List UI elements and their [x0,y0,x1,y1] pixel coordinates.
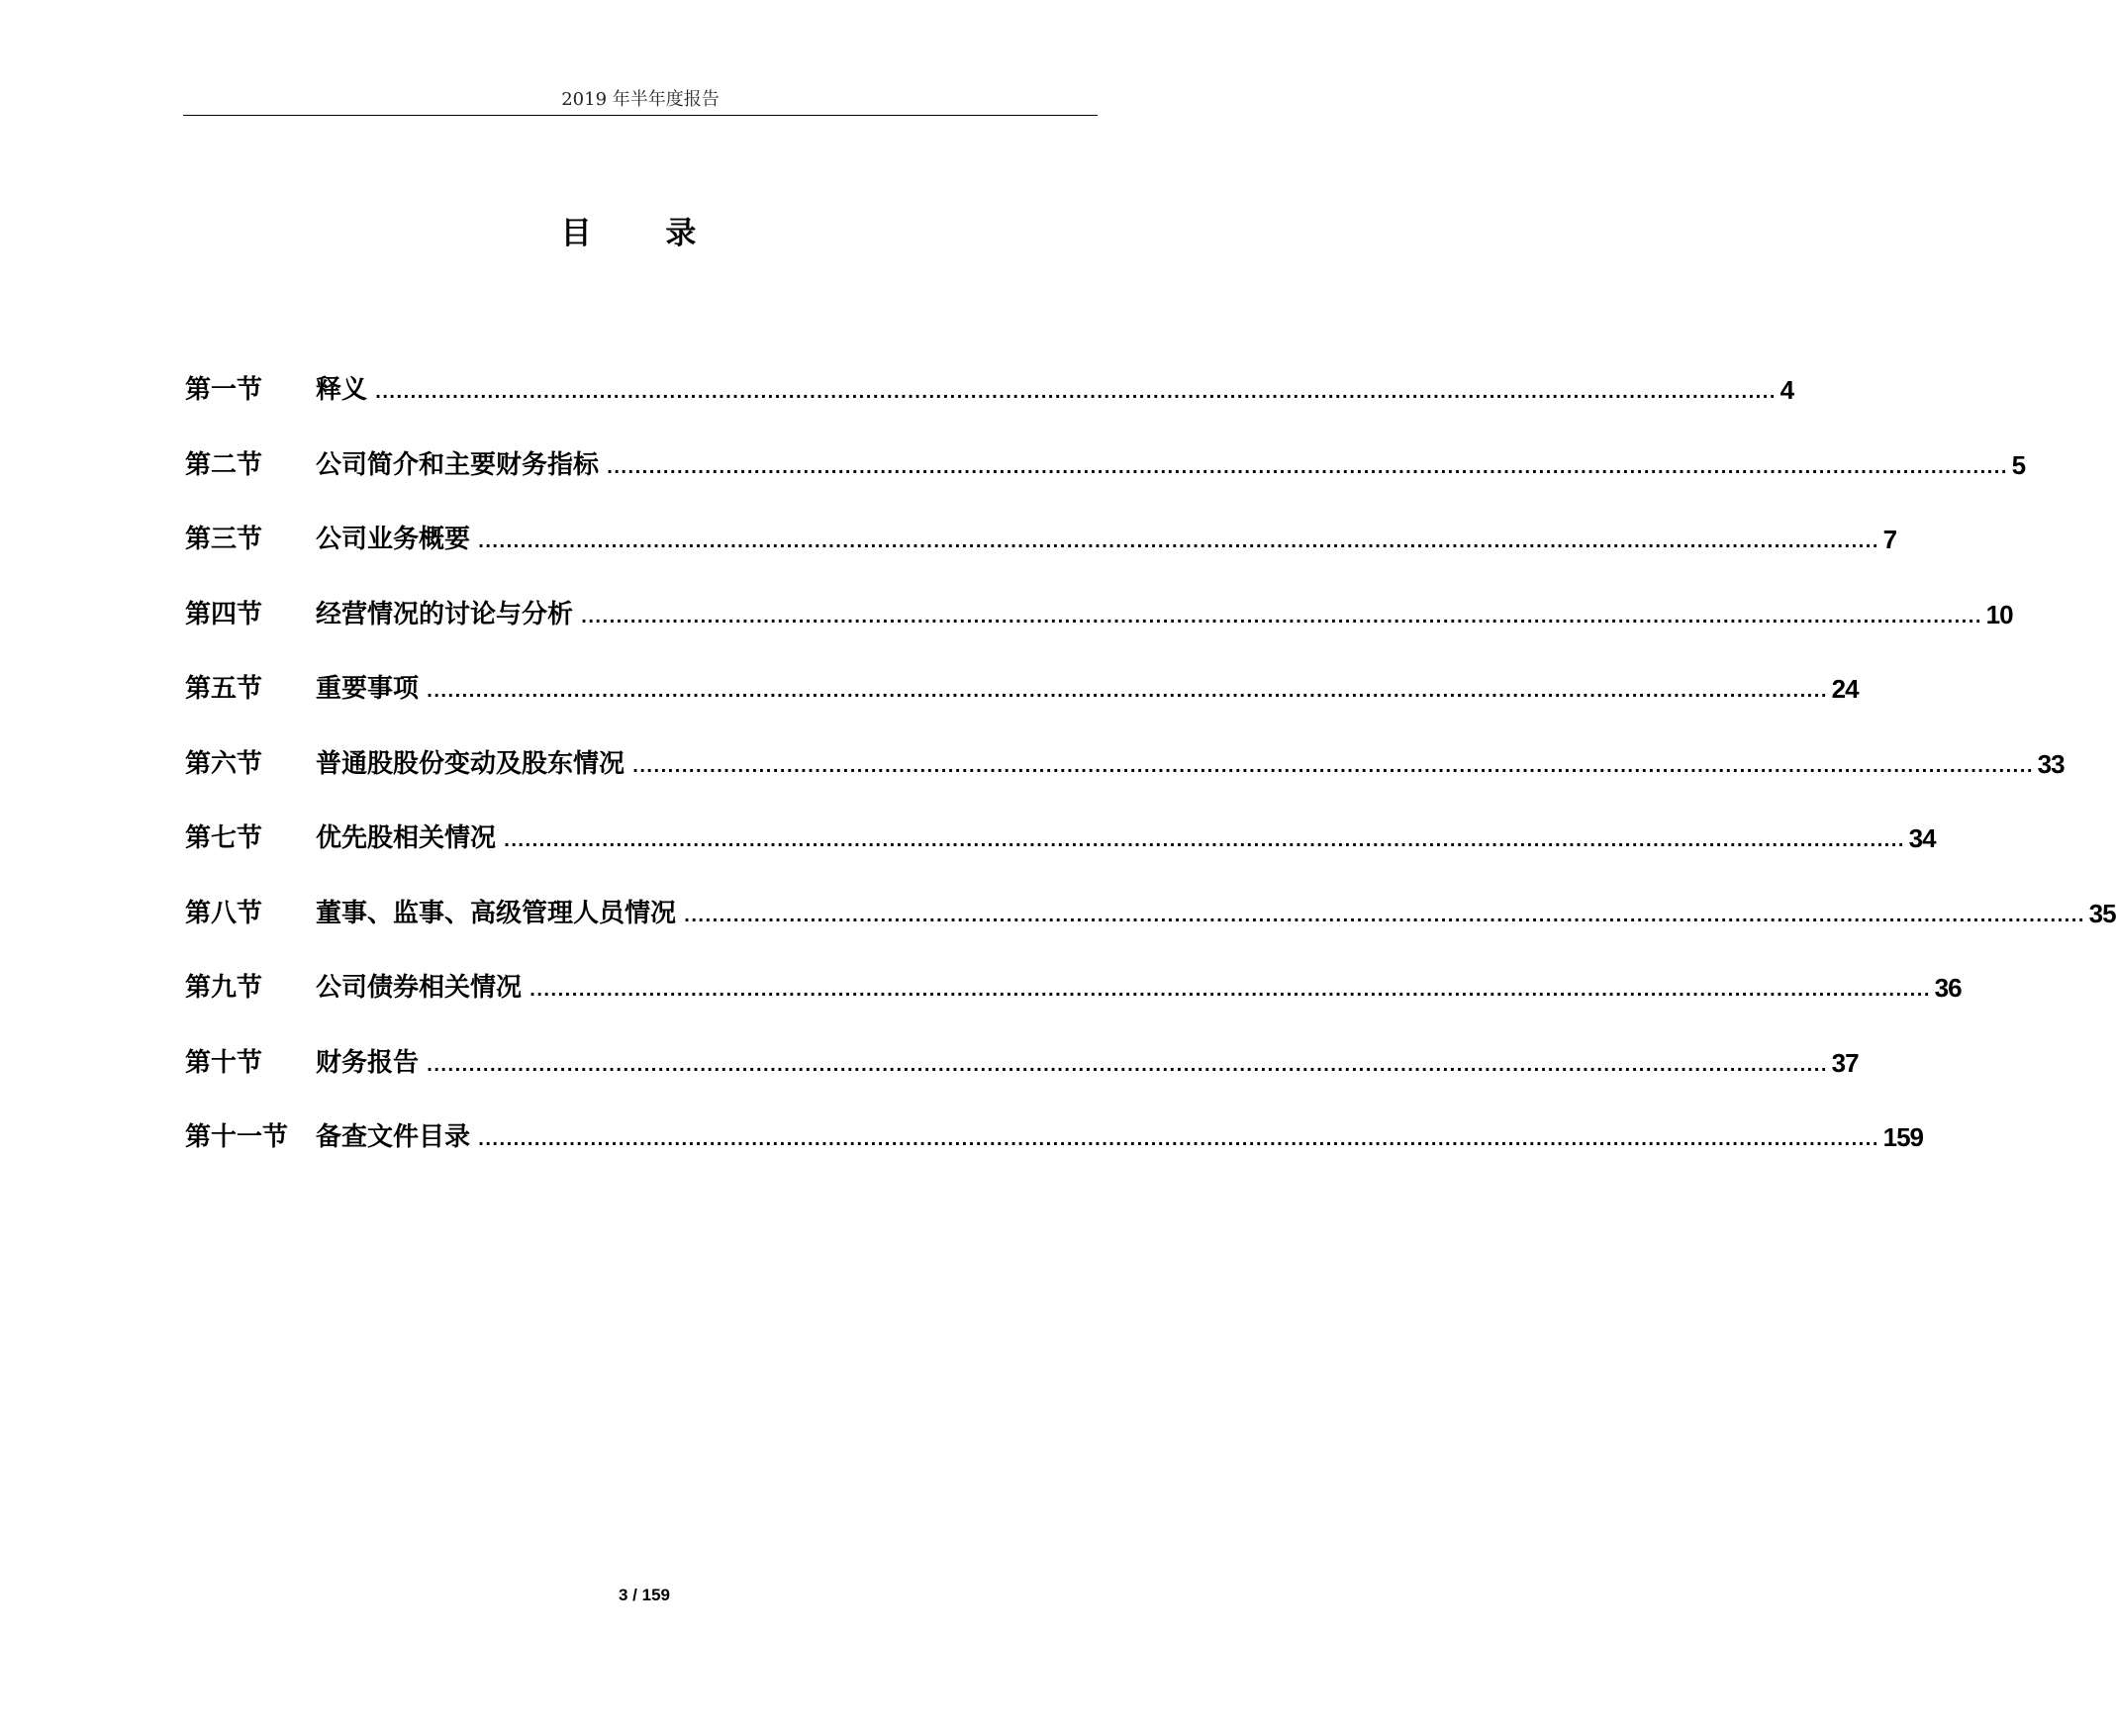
toc-section-number: 第九节 [185,973,263,1003]
toc-section-title: 备查文件目录 [316,1122,471,1152]
toc-section-title: 董事、监事、高级管理人员情况 [316,898,677,928]
toc-page-number: 5 [2011,449,2026,480]
toc-page-number: 7 [1882,525,1897,554]
toc-page-number: 37 [1831,1047,1859,1078]
toc-entry-9[interactable] [185,968,1962,1008]
page-header: 2019 年半年度报告 [183,85,1098,116]
toc-section-number: 第一节 [185,375,263,405]
toc-section-title: 经营情况的讨论与分析 [316,599,574,629]
toc-dot-leader: ........................................................................................................................................................................................................ [375,383,1777,402]
toc-entry-1[interactable] [185,370,1794,410]
toc-entry-7[interactable] [185,819,1936,858]
toc-section-number: 第八节 [185,898,263,928]
toc-entry-2[interactable] [185,445,2026,485]
page-title: 目 录 [560,216,728,251]
toc-dot-leader: ........................................................................................................................................................................................................ [478,532,1879,551]
toc-page-number: 4 [1779,375,1794,405]
toc-dot-leader: ........................................................................................................................................................................................................ [427,682,1828,701]
toc-section-title: 公司业务概要 [316,525,471,554]
toc-dot-leader: ........................................................................................................................................................................................................ [607,457,2008,477]
toc-page-number: 10 [1985,599,2013,629]
toc-entry-8[interactable] [185,894,2116,933]
toc-section-number: 第十一节 [185,1122,289,1152]
toc-section-title: 优先股相关情况 [316,823,497,853]
toc-section-number: 第三节 [185,525,263,554]
toc-dot-leader: ........................................................................................................................................................................................................ [478,1130,1879,1149]
toc-section-number: 第十节 [185,1047,263,1078]
toc-page-number: 36 [1934,973,1962,1003]
toc-dot-leader: ........................................................................................................................................................................................................ [427,1055,1828,1075]
toc-entry-5[interactable] [185,669,1859,709]
toc-dot-leader: ........................................................................................................................................................................................................ [581,607,1982,627]
toc-page-number: 24 [1831,674,1859,704]
toc-section-title: 重要事项 [316,674,420,704]
toc-section-number: 第二节 [185,449,263,480]
toc-section-title: 普通股股份变动及股东情况 [316,748,625,779]
toc-section-number: 第七节 [185,823,263,853]
toc-section-title: 公司简介和主要财务指标 [316,449,600,480]
toc-entry-10[interactable] [185,1043,1859,1083]
toc-entry-3[interactable] [185,520,1897,559]
toc-section-number: 第四节 [185,599,263,629]
toc-page-number: 34 [1908,823,1936,853]
page-number-footer: 3 / 159 [619,1586,670,1604]
toc-page-number: 33 [2037,748,2065,779]
toc-dot-leader: ........................................................................................................................................................................................................ [632,756,2034,776]
table-of-contents [185,370,2116,1193]
toc-section-number: 第五节 [185,674,263,704]
toc-dot-leader: ........................................................................................................................................................................................................ [504,831,1905,850]
toc-section-title: 释义 [316,375,368,405]
toc-section-title: 公司债券相关情况 [316,973,523,1003]
toc-section-number: 第六节 [185,748,263,779]
toc-entry-4[interactable] [185,595,2013,634]
toc-entry-6[interactable] [185,744,2065,784]
toc-section-title: 财务报告 [316,1047,420,1078]
toc-page-number: 159 [1882,1122,1924,1152]
toc-dot-leader: ........................................................................................................................................................................................................ [529,981,1931,1000]
toc-page-number: 35 [2088,898,2116,928]
toc-dot-leader: ........................................................................................................................................................................................................ [684,906,2085,925]
toc-entry-11[interactable] [185,1117,1924,1157]
